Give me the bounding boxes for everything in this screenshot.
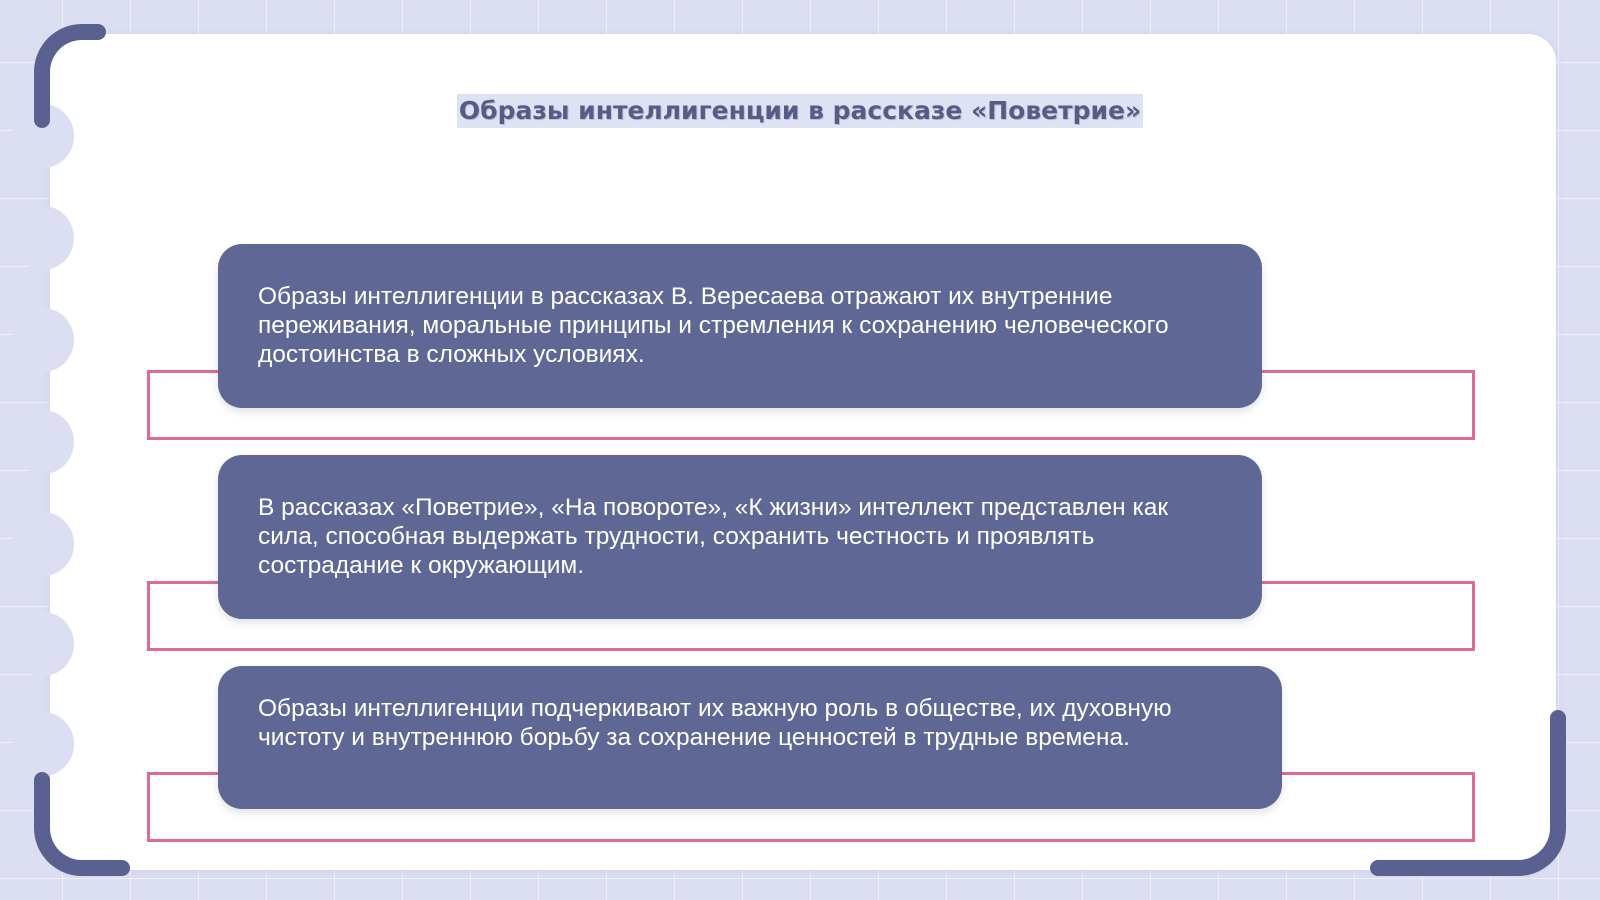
- block-text: Образы интеллигенции подчеркивают их важную роль в обществе, их духовную чистоту и внутреннюю борьбу за сохранение ценностей в трудные времена.: [258, 695, 1172, 751]
- scallop-decoration: [12, 512, 74, 576]
- slide-title: Образы интеллигенции в рассказе «Поветрие»: [457, 94, 1143, 128]
- scallop-decoration: [12, 410, 74, 474]
- scallop-decoration: [12, 206, 74, 270]
- block-text: Образы интеллигенции в рассказах В. Вересаева отражают их внутренние переживания, моральные принципы и стремления к сохранению человеческого достоинства в сложных условиях.: [258, 283, 1169, 368]
- corner-cap: [1370, 860, 1386, 876]
- text-block: [218, 244, 1262, 408]
- title-container: [0, 94, 1600, 128]
- scallop-decoration: [12, 712, 74, 776]
- scallop-decoration: [12, 612, 74, 676]
- corner-cap: [90, 24, 106, 40]
- text-block: [218, 666, 1282, 809]
- text-block: [218, 455, 1262, 619]
- corner-bracket-bottom-left: [34, 780, 122, 876]
- block-text: В рассказах «Поветрие», «На повороте», «К жизни» интеллект представлен как сила, способная выдержать трудности, сохранить честность и проявлять сострадание к окружающим.: [258, 494, 1169, 579]
- scallop-decoration: [12, 308, 74, 372]
- corner-cap: [114, 860, 130, 876]
- corner-cap: [34, 772, 50, 788]
- corner-cap: [1550, 710, 1566, 726]
